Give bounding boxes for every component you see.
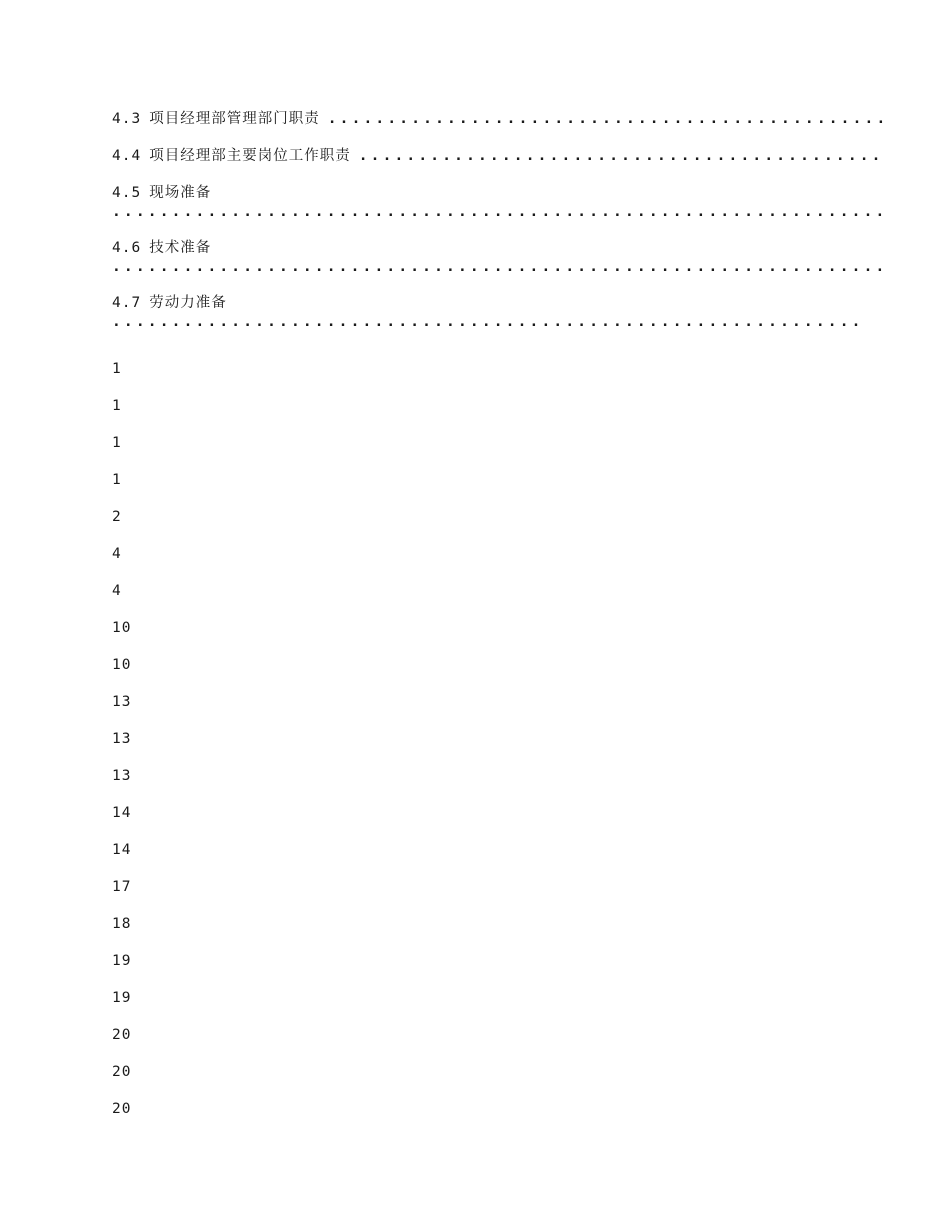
toc-entry-4-3 xyxy=(112,110,889,147)
toc-leader-dots: ............................................... xyxy=(327,111,889,127)
toc-entry-4-7 xyxy=(112,294,864,349)
page-number: 20 xyxy=(112,1027,132,1043)
page-number: 13 xyxy=(112,731,132,747)
page-number: 1 xyxy=(112,472,122,488)
page-number: 4 xyxy=(112,583,122,599)
toc-entry-title: 劳动力准备 xyxy=(149,295,227,311)
toc-entry-number: 4.7 xyxy=(112,295,142,311)
page-number: 13 xyxy=(112,768,132,784)
page-number: 14 xyxy=(112,842,132,858)
page-number: 2 xyxy=(112,509,122,525)
page-number: 4 xyxy=(112,546,122,562)
page-number: 20 xyxy=(112,1101,132,1117)
page-number: 19 xyxy=(112,953,132,969)
table-of-contents xyxy=(112,110,889,349)
page-number: 1 xyxy=(112,398,122,414)
page-number: 17 xyxy=(112,879,132,895)
page-number: 18 xyxy=(112,916,132,932)
toc-entry-number: 4.4 xyxy=(112,148,142,164)
toc-entry-4-5 xyxy=(112,184,888,239)
page-number: 19 xyxy=(112,990,132,1006)
page-number: 1 xyxy=(112,361,122,377)
toc-leader-dots: ................................................................. xyxy=(112,204,888,220)
toc-entry-number: 4.6 xyxy=(112,240,142,256)
page-number: 10 xyxy=(112,620,132,636)
toc-leader-dots: ................................................................. xyxy=(112,259,888,275)
page-number-list xyxy=(112,351,131,1128)
page-number: 10 xyxy=(112,657,132,673)
toc-entry-number: 4.3 xyxy=(112,111,142,127)
toc-entry-title: 现场准备 xyxy=(149,185,212,201)
toc-entry-4-6 xyxy=(112,239,888,294)
toc-entry-title: 项目经理部主要岗位工作职责 xyxy=(149,148,351,164)
toc-leader-dots: ............................................................... xyxy=(112,314,864,330)
toc-entry-title: 技术准备 xyxy=(149,240,212,256)
toc-entry-title: 项目经理部管理部门职责 xyxy=(149,111,320,127)
page-number: 20 xyxy=(112,1064,132,1080)
toc-entry-number: 4.5 xyxy=(112,185,142,201)
page-number: 1 xyxy=(112,435,122,451)
page-number: 14 xyxy=(112,805,132,821)
page-number: 13 xyxy=(112,694,132,710)
toc-leader-dots: ............................................ xyxy=(358,148,884,164)
toc-entry-4-4 xyxy=(112,147,884,184)
